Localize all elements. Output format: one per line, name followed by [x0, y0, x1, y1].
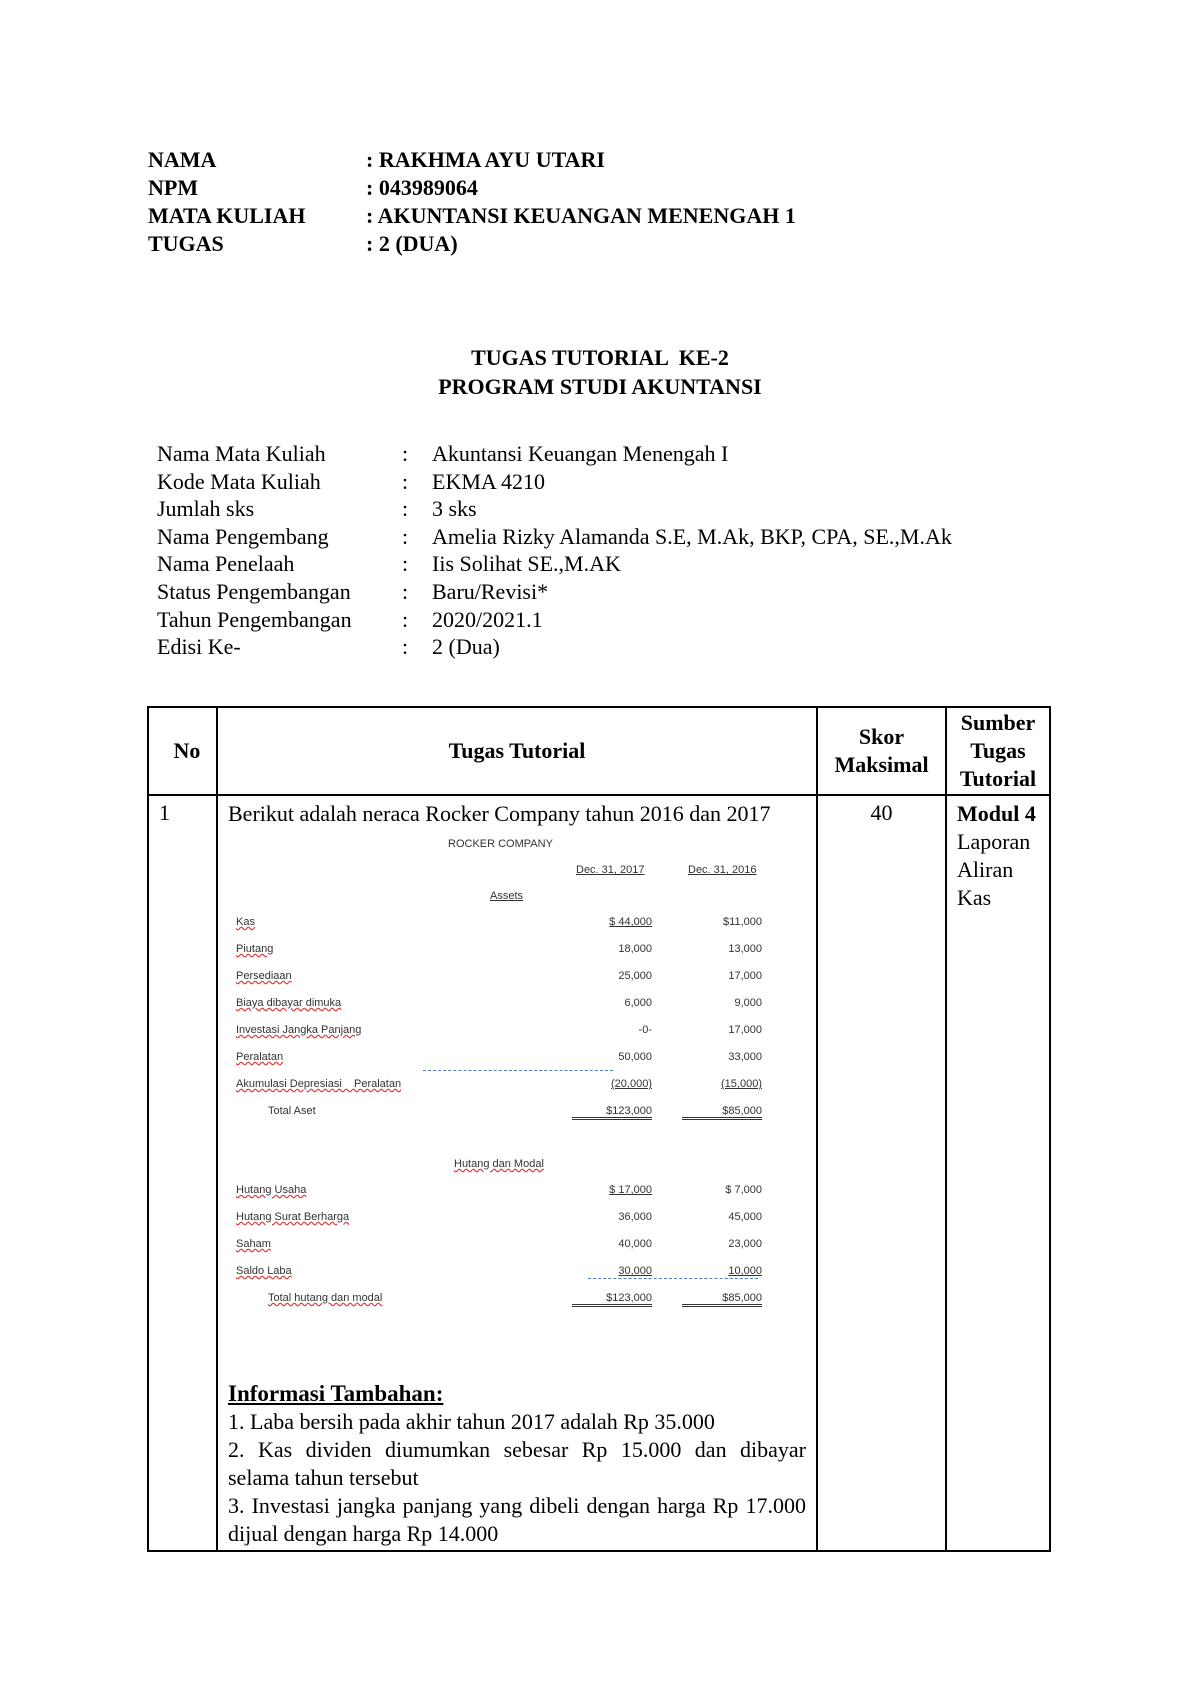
info-row [157, 550, 952, 578]
source-topic: Laporan Aliran Kas [957, 829, 1031, 910]
bs-label: Biaya dibayar dimuka [236, 997, 342, 1009]
course-info [157, 440, 952, 661]
student-row-name [148, 146, 796, 174]
student-row-course [148, 202, 796, 230]
bs-value: 17,000 [728, 1024, 762, 1036]
bs-row [236, 1211, 776, 1223]
info-row [157, 633, 952, 661]
bs-label: Akumulasi Depresiasi Peralatan [236, 1078, 402, 1090]
info-value: 2 (Dua) [432, 634, 500, 660]
bs-value: 9,000 [734, 997, 762, 1009]
bs-row [236, 1024, 776, 1036]
student-value: : RAKHMA AYU UTARI [366, 147, 605, 172]
bs-value: 50,000 [618, 1051, 652, 1063]
task-cell [217, 795, 817, 1551]
additional-item: 3. Investasi jangka panjang yang dibeli dengan harga Rp 17.000 dijual dengan harga Rp 14.000 [228, 1493, 806, 1546]
info-label: Jumlah sks [157, 496, 255, 522]
bs-value: $11,000 [723, 916, 762, 928]
student-label: NAMA [148, 147, 217, 172]
student-value: : 043989064 [366, 175, 478, 200]
info-label: Kode Mata Kuliah [157, 468, 321, 494]
student-row-task [148, 230, 796, 258]
info-sep: : [402, 468, 409, 494]
bs-value: (15,000) [721, 1078, 762, 1090]
student-label: NPM [148, 175, 199, 200]
bs-value: (20,000) [611, 1078, 652, 1090]
bs-row [236, 1265, 776, 1277]
info-label: Nama Mata Kuliah [157, 441, 326, 466]
bs-value: 45,000 [728, 1211, 762, 1223]
bs-label: Hutang Surat Berharga [236, 1211, 350, 1223]
info-value: 3 sks [432, 496, 477, 522]
document-title [0, 343, 1200, 401]
bs-value: 25,000 [618, 970, 652, 982]
row-number: 1 [148, 795, 217, 1551]
bs-row [236, 1051, 776, 1063]
bs-row [236, 970, 776, 982]
info-value: Akuntansi Keuangan Menengah I [432, 441, 729, 466]
bs-liab-heading: Hutang dan Modal [454, 1158, 544, 1170]
info-row [157, 468, 952, 496]
bs-value: 23,000 [728, 1238, 762, 1250]
bs-value: 17,000 [728, 970, 762, 982]
info-row [157, 495, 952, 523]
student-label: MATA KULIAH [148, 203, 306, 228]
bs-col1-header: Dec. 31, 2017 [576, 864, 645, 876]
info-label: Nama Pengembang [157, 523, 329, 549]
balance-sheet [228, 828, 806, 1380]
bs-dashed-line [588, 1278, 758, 1279]
additional-item: 1. Laba bersih pada akhir tahun 2017 adalah Rp 35.000 [228, 1409, 715, 1434]
info-label: Tahun Pengembangan [157, 606, 352, 632]
bs-label: Hutang Usaha [236, 1184, 307, 1196]
info-label: Status Pengembangan [157, 578, 351, 604]
bs-row [236, 1184, 776, 1196]
bs-total-row [268, 1105, 776, 1117]
student-value: : 2 (DUA) [366, 231, 458, 256]
header-no: No [148, 707, 217, 795]
additional-heading: Informasi Tambahan: [228, 1381, 444, 1406]
bs-value: 36,000 [618, 1211, 652, 1223]
student-value: : AKUNTANSI KEUANGAN MENENGAH 1 [366, 203, 796, 228]
bs-value: $123,000 [572, 1292, 652, 1307]
bs-total-row [268, 1292, 776, 1304]
info-sep: : [402, 551, 409, 577]
bs-assets-heading: Assets [490, 890, 524, 902]
bs-label: Peralatan [236, 1051, 284, 1063]
info-row [157, 606, 952, 634]
bs-row [236, 943, 776, 955]
info-value: EKMA 4210 [432, 468, 546, 494]
header-task: Tugas Tutorial [217, 707, 817, 795]
tutorial-table [147, 706, 1051, 1552]
bs-label: Saham [236, 1238, 271, 1250]
bs-label: Kas [236, 916, 255, 928]
bs-company: ROCKER COMPANY [448, 838, 553, 850]
info-label: Nama Penelaah [157, 551, 295, 577]
info-value: Iis Solihat SE.,M.AK [432, 551, 621, 577]
info-label: Edisi Ke- [157, 634, 241, 660]
bs-value: $ 44,000 [609, 916, 652, 928]
task-intro: Berikut adalah neraca Rocker Company tahun 2016 dan 2017 [228, 801, 771, 826]
bs-row [236, 916, 776, 928]
bs-value: 30,000 [618, 1265, 652, 1277]
bs-label: Total Aset [268, 1105, 316, 1117]
bs-value: 18,000 [618, 943, 652, 955]
bs-row [236, 1238, 776, 1250]
info-row [157, 523, 952, 551]
additional-item: 2. Kas dividen diumumkan sebesar Rp 15.000 dan dibayar selama tahun tersebut [228, 1437, 806, 1490]
table-row [148, 795, 1050, 1551]
bs-label: Total hutang dan modal [268, 1292, 383, 1304]
source-module: Modul 4 [957, 801, 1036, 826]
bs-dashed-line [423, 1070, 613, 1071]
info-value: Amelia Rizky Alamanda S.E, M.Ak, BKP, CPA, SE.,M.Ak [432, 523, 952, 549]
title-line-1: TUGAS TUTORIAL KE-2 [471, 345, 729, 370]
info-sep: : [402, 634, 409, 660]
header-score: Skor Maksimal [817, 707, 946, 795]
source-cell [946, 795, 1050, 1551]
bs-value: $ 7,000 [725, 1184, 762, 1196]
bs-label: Saldo Laba [236, 1265, 292, 1277]
bs-row [236, 1078, 776, 1090]
info-sep: : [402, 523, 409, 549]
bs-value: 13,000 [728, 943, 762, 955]
table-header-row [148, 707, 1050, 795]
info-row [157, 440, 952, 468]
bs-value: 10,000 [728, 1265, 762, 1277]
title-line-2: PROGRAM STUDI AKUNTANSI [438, 374, 762, 399]
bs-value: $123,000 [572, 1105, 652, 1120]
info-value: Baru/Revisi* [432, 578, 549, 604]
bs-row [236, 997, 776, 1009]
additional-info [228, 1380, 806, 1550]
info-value: 2020/2021.1 [432, 606, 543, 632]
bs-value: $85,000 [682, 1105, 762, 1120]
info-sep: : [402, 578, 409, 604]
bs-label: Piutang [236, 943, 274, 955]
bs-value: 33,000 [728, 1051, 762, 1063]
bs-value: 6,000 [624, 997, 652, 1009]
header-source: Sumber Tugas Tutorial [946, 707, 1050, 795]
bs-col2-header: Dec. 31, 2016 [688, 864, 757, 876]
info-row [157, 578, 952, 606]
info-sep: : [402, 441, 409, 466]
bs-value: $ 17,000 [609, 1184, 652, 1196]
info-sep: : [402, 496, 409, 522]
student-row-npm [148, 174, 796, 202]
bs-label: Investasi Jangka Panjang [236, 1024, 362, 1036]
bs-label: Persediaan [236, 970, 292, 982]
info-sep: : [402, 606, 409, 632]
bs-value: $85,000 [682, 1292, 762, 1307]
bs-value: -0- [638, 1024, 652, 1036]
bs-value: 40,000 [618, 1238, 652, 1250]
max-score: 40 [817, 795, 946, 1551]
student-info [148, 146, 796, 258]
student-label: TUGAS [148, 231, 224, 256]
